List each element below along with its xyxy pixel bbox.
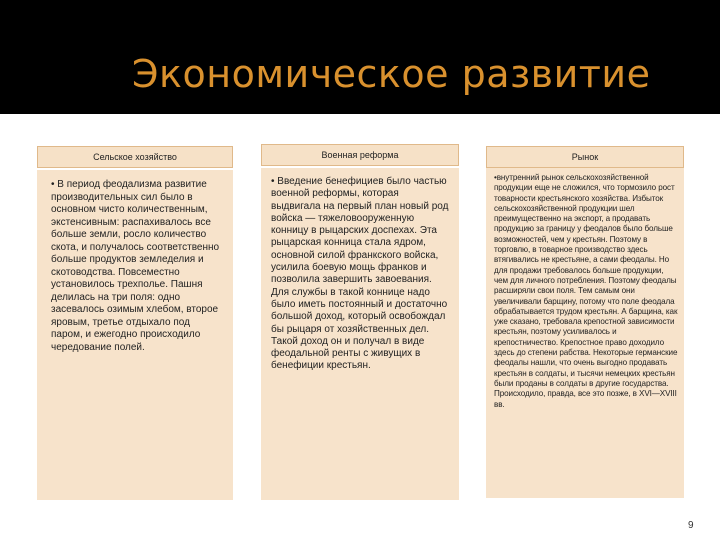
market-paragraph (494, 173, 678, 410)
bullet-icon: • (51, 179, 55, 190)
military-text: Введение бенефициев было частью военной реформы, которая выдвигала на первый план новый род войска — тяжеловооруженную конницу в рыцарских доспехах. Эта рыцарская конница стала ядром, основной силой франкского войска, усилила боевую мощь франков и позволила завершить завоевания. Для службы в такой коннице надо было иметь постоянный и достаточно большой доход, который освобождал бы рыцаря от хозяйственных дел. Такой доход он и получал в виде феодальной ренты с живущих в бенефиции крестьян. (271, 176, 449, 372)
column-body-agriculture (37, 170, 233, 500)
bullet-icon: • (271, 176, 275, 187)
column-header-agriculture: Сельское хозяйство (37, 146, 233, 168)
military-paragraph (271, 176, 451, 373)
column-body-military-reform (261, 168, 459, 500)
slide-title: Экономическое развитие (132, 52, 651, 96)
column-header-military-reform: Военная реформа (261, 144, 459, 166)
bullet-icon: • (494, 173, 497, 182)
column-body-market (486, 168, 684, 498)
title-bar (0, 0, 720, 114)
column-header-market: Рынок (486, 146, 684, 168)
market-text: внутренний рынок сельскохозяйственной продукции еще не сложился, что тормозило рост товарности крестьянского хозяйства. Избыток сельскохозяйственной продукции шел преимущественно на экспорт, а продавать продукцию за границу у феодалов было больше возможностей, чем у крестьян. Поэтому в торговлю, в товарное производство здесь втягивались не крестьяне, а сами феодалы. Но для продажи требовалось больше продукции, чем для личного потребления. Поэтому феодалы расширяли свои поля. Тем самым они увеличивали барщину, потому что поле феодала обрабатывается трудом крестьян. А барщина, как уже сказано, требовала крепостной зависимости крестьян, поэтому усиливалось и крепостничество. Крепостное право доходило здесь до степени рабства. Некоторые германские феодалы нашли, что очень выгодно продавать крестьян в солдаты, и тысячи немецких крестьян были проданы в солдаты в другие государства. Происходило, правда, все это позже, в XVI—XVIII вв. (494, 173, 678, 409)
agriculture-paragraph (51, 179, 224, 354)
page-number: 9 (688, 520, 694, 531)
agriculture-text: В период феодализма развитие производительных сил было в основном чисто количественным, экстенсивным: распахивалось все больше земли, росло количество скота, и получалось соответственно больше продуктов земледелия и скотоводства. Повсеместно установилось трехполье. Пашня делилась на три поля: одно засевалось озимым хлебом, второе яровым, третье отдыхало под паром, и ежегодно происходило чередование полей. (51, 179, 220, 353)
